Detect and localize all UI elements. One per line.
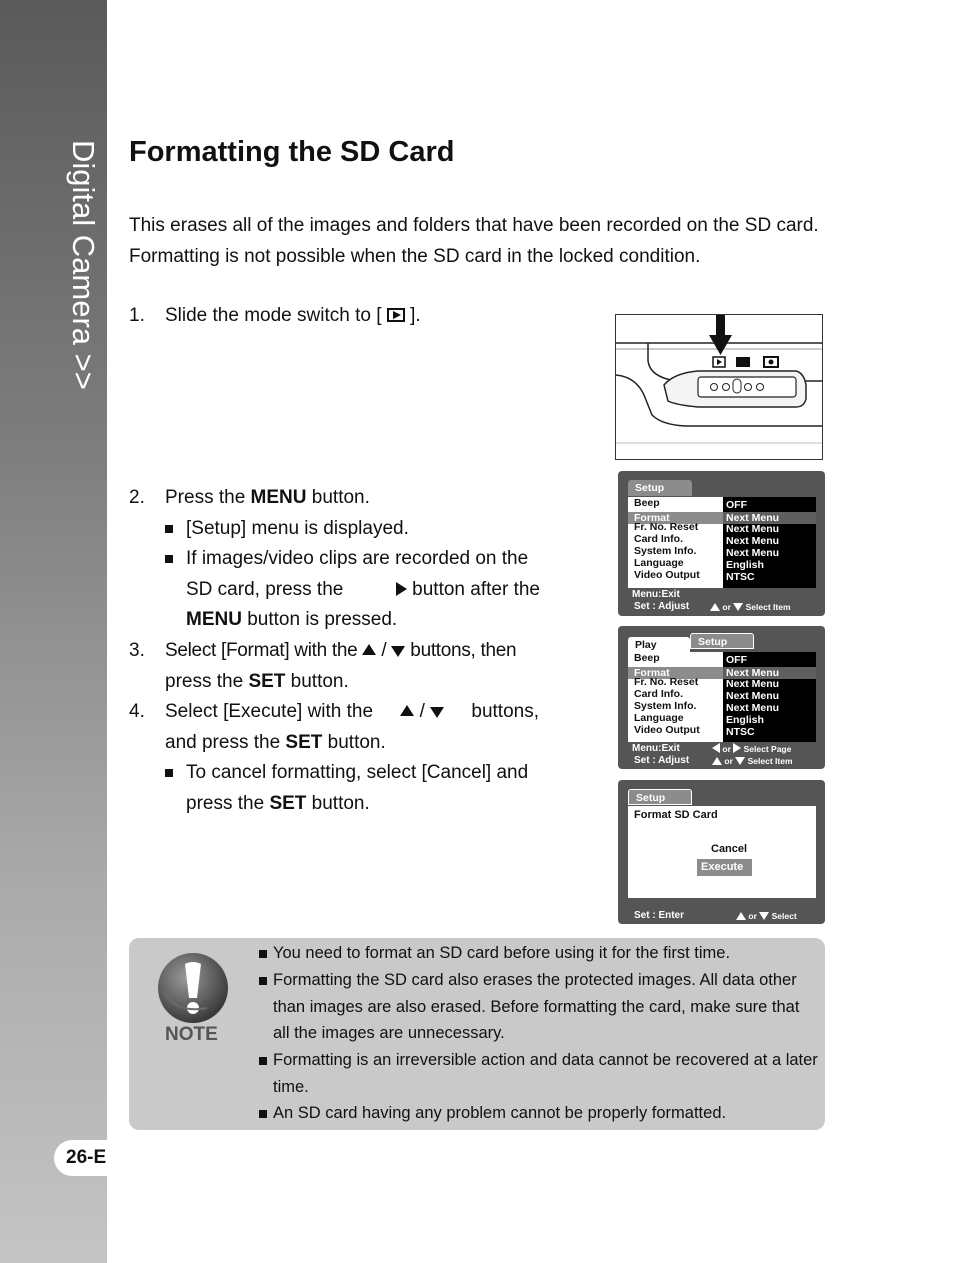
bullet-square-icon — [165, 555, 173, 563]
left-arrow-icon — [712, 743, 720, 753]
down-arrow-icon — [733, 603, 743, 611]
sidebar — [0, 0, 107, 1263]
step-4-text-d: button. — [327, 731, 386, 753]
step-4-text-c: and press the — [165, 731, 281, 753]
note-icon — [157, 952, 231, 1045]
set-button-label: SET — [269, 792, 307, 814]
menu-value-beep: OFF — [726, 499, 747, 511]
menu-row-format: Format — [634, 512, 670, 524]
bullet-text: [Setup] menu is displayed. — [186, 518, 409, 539]
step-4-text-b: buttons, — [471, 701, 539, 722]
bullet-line-3-post: button is pressed. — [247, 609, 398, 630]
footer-select-page-text: Select Page — [743, 744, 792, 754]
bullet-line-2-pre: press the — [186, 792, 265, 814]
menu-value: English — [726, 559, 764, 571]
setup-menu-screen — [618, 471, 825, 616]
menu-panel — [628, 652, 816, 742]
footer-set-adjust: Set : Adjust — [634, 755, 690, 766]
menu-row-video-output: Video Output — [634, 724, 700, 736]
menu-button-label: MENU — [186, 609, 242, 630]
step-3 — [129, 636, 539, 697]
menu-row-frno-reset: Fr. No. Reset — [634, 676, 699, 688]
down-arrow-icon — [430, 707, 444, 718]
footer-set-enter: Set : Enter — [634, 910, 685, 921]
note-item-text: Formatting is an irreversible action and data cannot be recovered at a later time. — [273, 1051, 818, 1096]
tab-setup: Setup — [690, 633, 754, 649]
step-3-text-b: buttons, then — [410, 640, 517, 661]
footer-select-text: Select — [771, 911, 797, 921]
note-item — [259, 967, 819, 1047]
menu-row-system-info: System Info. — [634, 545, 697, 557]
step-4-bullet — [165, 758, 540, 819]
format-panel — [628, 806, 816, 898]
footer-select-item — [710, 601, 791, 613]
menu-value-format: Next Menu — [723, 667, 816, 679]
menu-row-video-output: Video Output — [634, 569, 700, 581]
bullet-line-1: To cancel formatting, select [Cancel] and — [186, 762, 529, 783]
right-arrow-icon — [733, 743, 741, 753]
bullet-line-1: If images/video clips are recorded on the — [186, 548, 529, 569]
format-heading: Format SD Card — [634, 809, 718, 821]
note-item — [259, 940, 819, 967]
up-arrow-icon — [712, 757, 722, 765]
footer-or: or — [724, 756, 733, 766]
menu-value: Next Menu — [726, 523, 780, 535]
down-arrow-icon — [735, 757, 745, 765]
up-arrow-icon — [362, 644, 376, 655]
bullet-square-icon — [165, 525, 173, 533]
bullet-line-2-pre: SD card, press the — [186, 578, 344, 600]
step-2-bullet-1 — [165, 514, 540, 545]
camera-mode-switch-illustration — [615, 314, 823, 460]
step-2 — [129, 483, 539, 514]
down-arrow-icon — [391, 646, 405, 657]
footer-set-adjust: Set : Adjust — [634, 601, 690, 612]
step-2-text-b: button. — [311, 487, 370, 508]
footer-select-item — [712, 755, 793, 767]
footer-or: or — [748, 911, 757, 921]
slash: / — [419, 701, 425, 722]
step-1 — [129, 301, 539, 332]
menu-value: NTSC — [726, 571, 755, 583]
set-button-label: SET — [285, 731, 323, 753]
bullet-line-2 — [186, 575, 540, 606]
menu-row-card-info: Card Info. — [634, 688, 683, 700]
menu-value: Next Menu — [726, 702, 780, 714]
menu-row-beep: Beep — [634, 497, 660, 509]
menu-row-language: Language — [634, 557, 684, 569]
note-label: NOTE — [165, 1024, 218, 1045]
option-cancel[interactable]: Cancel — [711, 843, 748, 855]
bullet-line-3 — [186, 605, 540, 636]
step-number: 2. — [129, 487, 145, 508]
menu-value: NTSC — [726, 726, 755, 738]
menu-row-frno-reset: Fr. No. Reset — [634, 521, 699, 533]
sidebar-title: Digital Camera >> — [66, 140, 101, 390]
set-button-label: SET — [248, 670, 286, 692]
step-3-text-d: button. — [290, 670, 349, 692]
menu-row-format: Format — [634, 667, 670, 679]
step-2-text-a: Press the — [165, 487, 246, 508]
up-arrow-icon — [710, 603, 720, 611]
intro-paragraph: This erases all of the images and folders that have been recorded on the SD card. Formatting is not possible when the SD card in the locked condition. — [129, 215, 819, 267]
menu-row-system-info: System Info. — [634, 700, 697, 712]
down-arrow-icon — [759, 912, 769, 920]
play-setup-menu-screen — [618, 626, 825, 769]
step-3-text-c: press the — [165, 670, 244, 692]
note-item-text: Formatting the SD card also erases the protected images. All data other than images are also erased. Before formatting the card, make sure that all the images are unnecessary. — [273, 971, 800, 1042]
bullet-line-2 — [186, 789, 540, 820]
footer-or: or — [722, 744, 731, 754]
note-box — [129, 938, 825, 1130]
menu-value: Next Menu — [726, 690, 780, 702]
menu-value-beep: OFF — [726, 654, 747, 666]
note-item — [259, 1047, 819, 1100]
step-number: 3. — [129, 640, 145, 661]
bullet-square-icon — [259, 1110, 267, 1118]
slash: / — [381, 640, 387, 661]
bullet-square-icon — [259, 950, 267, 958]
footer-menu-exit: Menu:Exit — [632, 743, 680, 754]
tab-setup: Setup — [628, 480, 692, 496]
note-item-text: You need to format an SD card before using it for the first time. — [273, 944, 731, 962]
footer-menu-exit: Menu:Exit — [632, 589, 680, 600]
menu-values — [723, 499, 816, 583]
right-arrow-icon — [396, 582, 407, 596]
bullet-line-2-post: button. — [311, 792, 370, 814]
up-arrow-icon — [736, 912, 746, 920]
menu-labels — [634, 497, 724, 581]
footer-select — [736, 910, 797, 922]
bullet-line-2-post: button after the — [412, 578, 540, 600]
bullet-square-icon — [165, 769, 173, 777]
menu-value: Next Menu — [726, 535, 780, 547]
menu-values — [723, 654, 816, 738]
footer-or: or — [722, 602, 731, 612]
footer-select-item-text: Select Item — [747, 756, 793, 766]
step-1-text-a: Slide the mode switch to [ — [165, 305, 382, 326]
menu-row-language: Language — [634, 712, 684, 724]
menu-value-format: Next Menu — [723, 512, 816, 524]
menu-panel — [628, 497, 816, 588]
step-2-bullet-2 — [165, 544, 540, 636]
footer-select-page — [712, 743, 791, 755]
menu-button-label: MENU — [250, 487, 307, 508]
step-number: 1. — [129, 305, 145, 326]
option-execute[interactable]: Execute — [697, 859, 752, 876]
tab-play: Play — [628, 637, 690, 653]
footer-select-item-text: Select Item — [745, 602, 791, 612]
step-4-text-a: Select [Execute] with the — [165, 701, 374, 722]
up-arrow-icon — [400, 705, 414, 716]
page-number: 26-E — [54, 1140, 116, 1176]
bullet-square-icon — [259, 977, 267, 985]
playback-icon — [387, 308, 405, 322]
page-title: Formatting the SD Card — [129, 136, 455, 168]
menu-value: English — [726, 714, 764, 726]
step-3-text-a: Select [Format] with the — [165, 640, 358, 661]
tab-setup: Setup — [628, 789, 692, 805]
note-item — [259, 1100, 819, 1127]
menu-labels — [634, 652, 724, 736]
format-sd-card-screen — [618, 780, 825, 924]
bullet-square-icon — [259, 1057, 267, 1065]
note-item-text: An SD card having any problem cannot be properly formatted. — [273, 1104, 727, 1122]
step-4 — [129, 697, 539, 758]
menu-row-card-info: Card Info. — [634, 533, 683, 545]
menu-row-beep: Beep — [634, 652, 660, 664]
menu-value: Next Menu — [726, 547, 780, 559]
step-1-text-b: ]. — [410, 305, 421, 326]
menu-value: Next Menu — [726, 678, 780, 690]
step-number: 4. — [129, 701, 145, 722]
